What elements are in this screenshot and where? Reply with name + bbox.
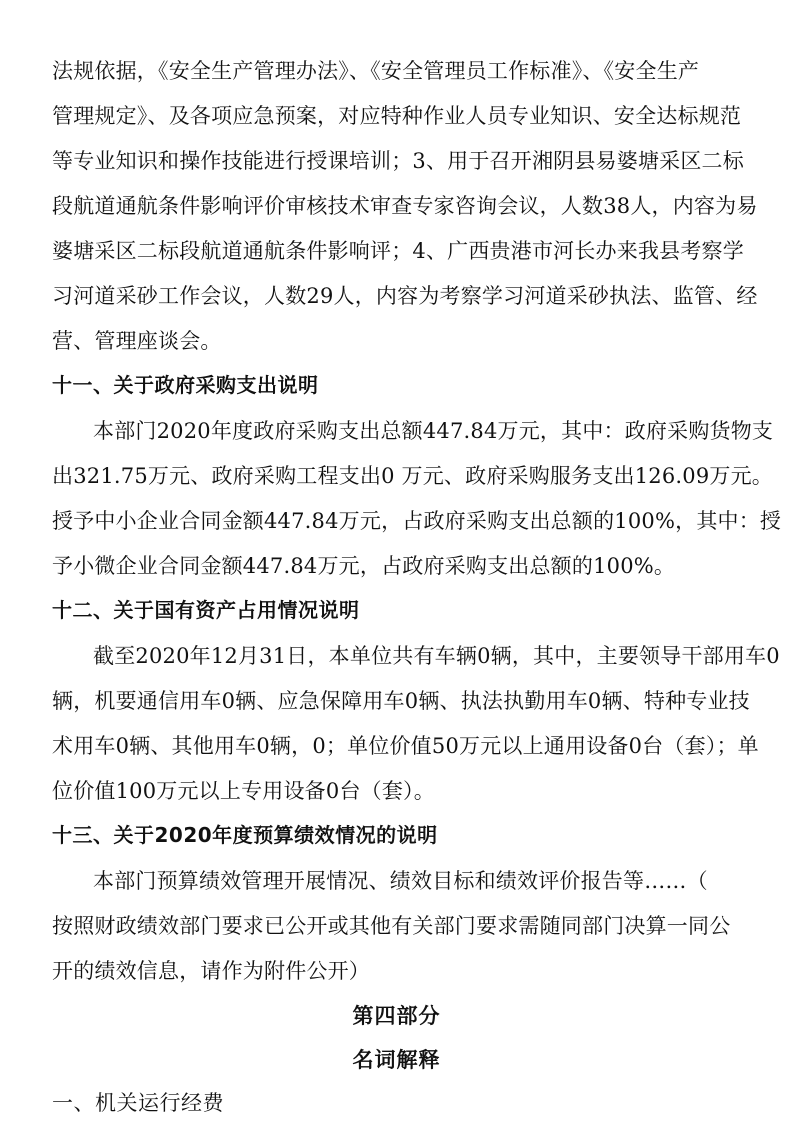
- paragraph-line: 出321.75万元、政府采购工程支出0 万元、政府采购服务支出126.09万元。: [52, 464, 773, 488]
- paragraph-line: 习河道采砂工作会议，人数29人，内容为考察学习河道采砂执法、监管、经: [52, 284, 758, 308]
- paragraph-line: 位价值100万元以上专用设备0台（套）。: [52, 779, 435, 803]
- paragraph-line: 截至2020年12月31日，本单位共有车辆0辆，其中，主要领导干部用车0: [93, 644, 780, 668]
- paragraph-line: 按照财政绩效部门要求已公开或其他有关部门要求需随同部门决算一同公: [52, 914, 731, 938]
- paragraph-line: 予小微企业合同金额447.84万元，占政府采购支出总额的100%。: [52, 554, 676, 578]
- part-subtitle: 名词解释: [352, 1048, 441, 1072]
- paragraph-line: 管理规定》、及各项应急预案，对应特种作业人员专业知识、安全达标规范: [52, 104, 742, 128]
- paragraph-line: 术用车0辆、其他用车0辆，0；单位价值50万元以上通用设备0台（套）；单: [52, 734, 759, 758]
- paragraph-line: 营、管理座谈会。: [52, 329, 222, 353]
- part-title: 第四部分: [352, 1004, 441, 1028]
- section-heading-performance: 十三、关于2020年度预算绩效情况的说明: [52, 823, 438, 847]
- paragraph-line: 本部门预算绩效管理开展情况、绩效目标和绩效评价报告等……（: [93, 869, 708, 893]
- paragraph-line: 开的绩效信息，请作为附件公开）: [52, 959, 370, 983]
- section-heading-assets: 十二、关于国有资产占用情况说明: [52, 598, 360, 622]
- paragraph-line: 法规依据，《安全生产管理办法》、《安全管理员工作标准》、《安全生产: [52, 59, 700, 83]
- paragraph-line: 本部门2020年度政府采购支出总额447.84万元，其中：政府采购货物支: [93, 419, 774, 443]
- term-heading-operating-expenses: 一、机关运行经费: [52, 1091, 224, 1115]
- paragraph-line: 辆，机要通信用车0辆、应急保障用车0辆、执法执勤用车0辆、特种专业技: [52, 689, 750, 713]
- paragraph-line: 授予中小企业合同金额447.84万元，占政府采购支出总额的100%，其中：授: [52, 509, 782, 533]
- paragraph-line: 等专业知识和操作技能进行授课培训；3、用于召开湘阴县易婆塘采区二标: [52, 149, 744, 173]
- paragraph-line: 段航道通航条件影响评价审核技术审查专家咨询会议，人数38人，内容为易: [52, 194, 758, 218]
- paragraph-line: 婆塘采区二标段航道通航条件影响评；4、广西贵港市河长办来我县考察学: [52, 239, 744, 263]
- section-heading-procurement: 十一、关于政府采购支出说明: [52, 373, 319, 397]
